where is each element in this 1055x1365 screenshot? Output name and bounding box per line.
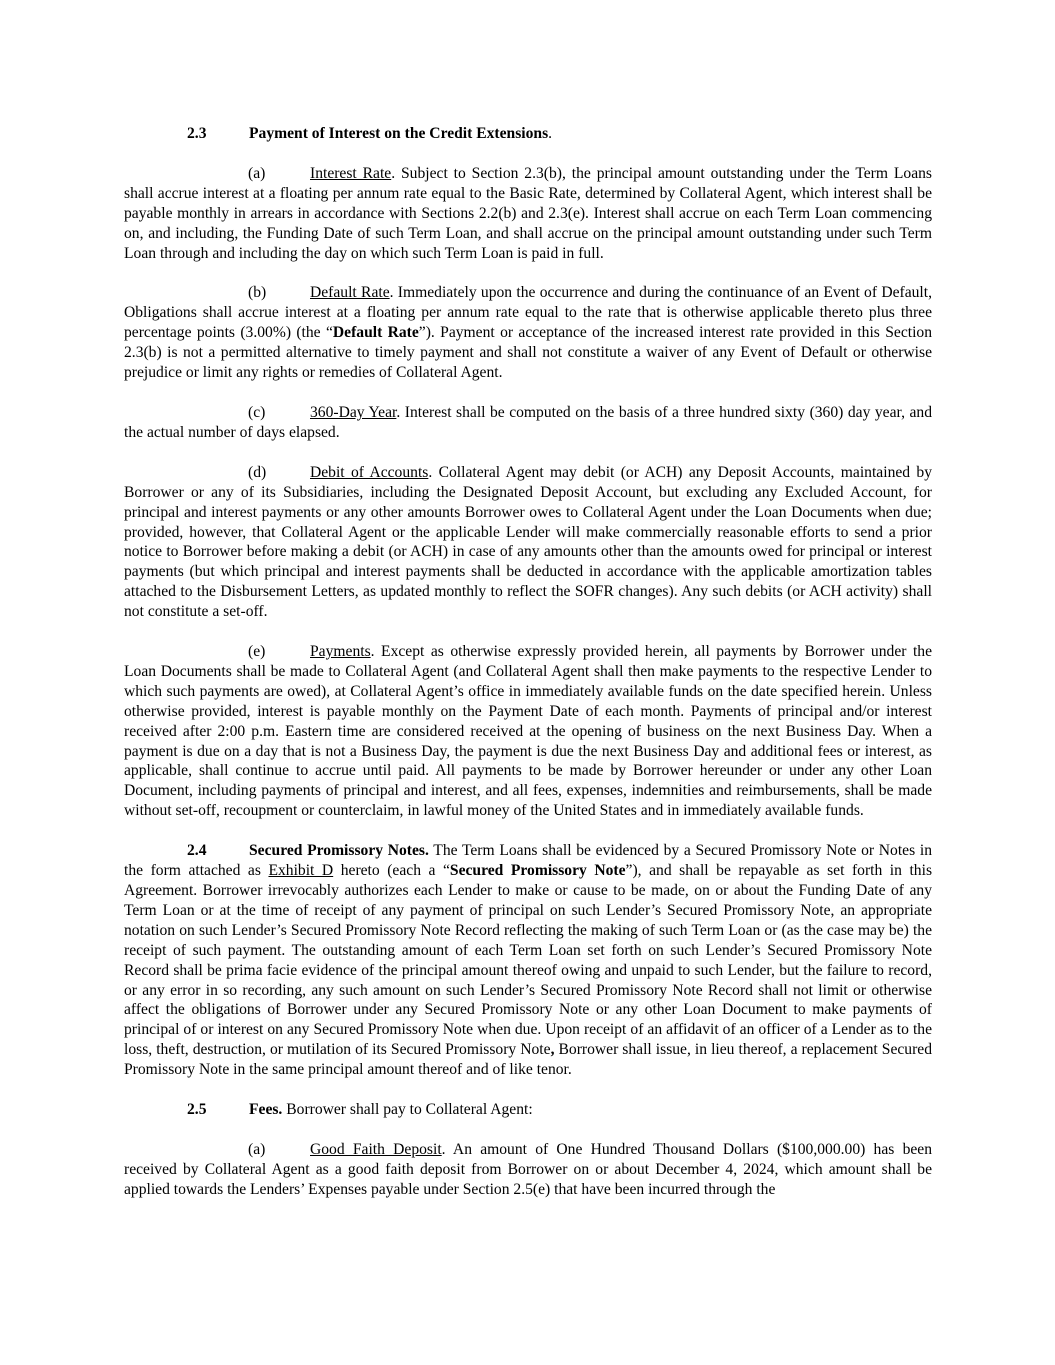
paragraph-text: . Interest shall be computed on the basis of a three hundred sixty (360) day year, and the actual number of days elapsed. (124, 403, 932, 441)
section-2-3-heading (124, 124, 932, 144)
subsection-heading: Payments (310, 643, 371, 661)
subsection-heading: 360-Day Year (310, 403, 397, 421)
exhibit-reference: Exhibit D (268, 862, 334, 880)
paragraph-text: . Subject to Section 2.3(b), the principal amount outstanding under the Term Loans shall accrue interest at a floating per annum rate equal to the Basic Rate, determined by Collateral Agent, which interest shall be payable monthly in arrears in accordance with Sections 2.2(b) and 2.3(e). Interest shall accrue on each Term Loan commencing on, and including, the Funding Date of such Term Loan, and shall accrue on the principal amount outstanding under such Term Loan through and including the day on which such Term Loan is paid in full. (124, 164, 932, 262)
paragraph-text: hereto (each a “ (333, 862, 450, 880)
paragraph-text: . Collateral Agent may debit (or ACH) any Deposit Accounts, maintained by Borrower or any of its Subsidiaries, including the Designated Deposit Account, but excluding any Excluded Account, for principal and interest payments or any other amounts Borrower owes to Collateral Agent under the Loan Documents when due; provided, however, that Collateral Agent or the applicable Lender will make commercially reasonable efforts to send a prior notice to Borrower before making a debit (or ACH) in case of any amounts other than the amounts owed for principal or interest payments (but which principal and interest payments shall be deducted in accordance with the applicable amortization tables attached to the Disbursement Letters, as updated monthly to reflect the SOFR changes). Any such debits (or ACH activity) shall not constitute a set-off. (124, 463, 933, 621)
bold-comma: , (550, 1041, 555, 1059)
section-title: Fees. (249, 1101, 283, 1119)
defined-term: Secured Promissory Note (449, 862, 626, 880)
paragraph-text: ”). Payment or acceptance of the increased interest rate provided in this Section 2.3(b) is not a permitted alternative to timely payment and shall not constitute a waiver of any Event of Default or otherwise prejudice or limit any rights or remedies of Collateral Agent. (124, 324, 932, 382)
subsection-label: (e) (248, 643, 266, 661)
paragraph-text: . Immediately upon the occurrence and during the continuance of an Event of Default, Obligations shall accrue interest at a floating per annum rate equal to the rate that is otherwise applicable thereto plus three percentage points (3.00%) (the “ (124, 284, 932, 342)
paragraph-text: Borrower shall issue, in lieu thereof, a replacement Secured Promissory Note in the same principal amount thereof and of like tenor. (124, 1041, 932, 1079)
subsection-label: (a) (248, 1140, 266, 1158)
section-title: Secured Promissory Notes. (249, 842, 429, 860)
paragraph-2-3-b (124, 283, 932, 383)
section-title: Payment of Interest on the Credit Extensions (249, 125, 549, 142)
subsection-heading: Default Rate (310, 284, 390, 302)
paragraph-2-4 (124, 841, 932, 1080)
section-title-period: . (548, 125, 553, 142)
paragraph-text: The Term Loans shall be evidenced by a Secured Promissory Note or Notes in the form attached as (124, 842, 932, 880)
paragraph-2-3-d (124, 463, 932, 622)
section-number: 2.4 (187, 842, 207, 860)
paragraph-2-5-a (124, 1140, 932, 1200)
subsection-heading: Debit of Accounts (310, 463, 429, 481)
paragraph-text: . Except as otherwise expressly provided herein, all payments by Borrower under the Loan Documents shall be made to Collateral Agent (and Collateral Agent shall then make payments to the respective Lender to which such payments are owed), at Collateral Agent’s office in immediately available funds on the date specified herein. Unless otherwise provided, interest is payable monthly on the Payment Date of each month. Payments of principal and/or interest received after 2:00 p.m. Eastern time are considered received at the opening of business on the next Business Day. When a payment is due on a day that is not a Business Day, the payment is due the next Business Day and additional fees or interest, as applicable, shall continue to accrue until paid. All payments to be made by Borrower hereunder or under any other Loan Document, including payments of principal and interest, and all fees, expenses, indemnities and reimbursements, shall be made without set-off, recoupment or counterclaim, in lawful money of the United States and in immediately available funds. (124, 643, 932, 820)
paragraph-text: ”), and shall be repayable as set forth in this Agreement. Borrower irrevocably authorizes each Lender to make or cause to be made, on or about the Funding Date of any Term Loan or at the time of receipt of any payment of principal on such Lender’s Secured Promissory Note, an appropriate notation on such Lender’s Secured Promissory Note Record reflecting the making of such Term Loan or (as the case may be) the receipt of such payment. The outstanding amount of each Term Loan set forth on such Lender’s Secured Promissory Note Record shall be prima facie evidence of the principal amount thereof owing and unpaid to such Lender, but the failure to record, or any error in so recording, any such amount on such Lender’s Secured Promissory Note Record shall not limit or otherwise affect the obligations of Borrower under any Secured Promissory Note or any other Loan Document to make payments of principal of or interest on any Secured Promissory Note when due. Upon receipt of an affidavit of an officer of a Lender as to the loss, theft, destruction, or mutilation of its Secured Promissory Note (124, 862, 933, 1059)
defined-term: Default Rate (332, 324, 419, 342)
section-number: 2.5 (187, 1101, 207, 1119)
subsection-label: (c) (248, 403, 266, 421)
subsection-heading: Good Faith Deposit (310, 1140, 442, 1158)
paragraph-2-5 (124, 1100, 932, 1120)
document-page (124, 124, 932, 1200)
paragraph-2-3-c (124, 403, 932, 443)
paragraph-text: Borrower shall pay to Collateral Agent: (282, 1101, 533, 1119)
paragraph-2-3-a (124, 164, 932, 264)
subsection-label: (a) (248, 164, 266, 182)
subsection-label: (b) (248, 284, 267, 302)
paragraph-2-3-e (124, 642, 932, 821)
paragraph-text: . An amount of One Hundred Thousand Dollars ($100,000.00) has been received by Collateral Agent as a good faith deposit from Borrower on or about December 4, 2024, which amount shall be applied towards the Lenders’ Expenses payable under Section 2.5(e) that have been incurred through the (124, 1140, 933, 1198)
subsection-heading: Interest Rate (310, 164, 392, 182)
subsection-label: (d) (248, 463, 267, 481)
section-number: 2.3 (187, 125, 207, 142)
